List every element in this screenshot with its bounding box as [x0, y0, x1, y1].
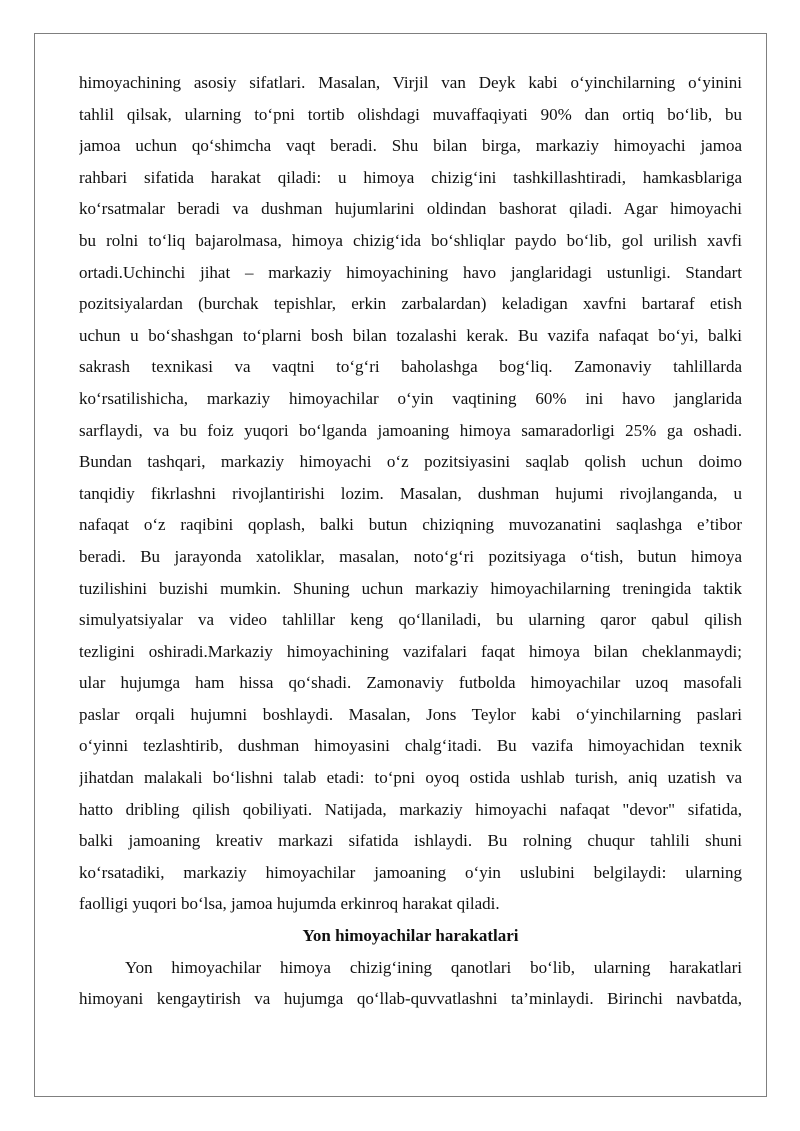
text-line: pozitsiyalardan (burchak tepishlar, erkin zarbalardan) keladigan xavfni bartaraf etish — [79, 294, 742, 314]
text-line: jamoa uchun qo‘shimcha vaqt beradi. Shu bilan birga, markaziy himoyachi jamoa — [79, 136, 742, 156]
section-heading: Yon himoyachilar harakatlari — [302, 926, 519, 946]
text-line: faolligi yuqori bo‘lsa, jamoa hujumda erkinroq harakat qiladi. — [79, 894, 500, 914]
document-body — [79, 67, 742, 1015]
text-line: Yon himoyachilar himoya chizig‘ining qanotlari bo‘lib, ularning harakatlari — [125, 957, 742, 977]
text-line: paslar orqali hujumni boshlaydi. Masalan, Jons Teylor kabi o‘yinchilarning paslari — [79, 704, 742, 724]
text-line: hatto dribling qilish qobiliyati. Natijada, markaziy himoyachi nafaqat "devor" sifatida, — [79, 799, 742, 819]
paragraph-2 — [79, 952, 742, 1015]
text-line: sarflaydi, va bu foiz yuqori bo‘lganda jamoaning himoya samaradorligi 25% ga oshadi. — [79, 420, 742, 440]
text-line: ko‘rsatmalar beradi va dushman hujumlarini oldindan bashorat qiladi. Agar himoyachi — [79, 199, 742, 219]
text-line: balki jamoaning kreativ markazi sifatida ishlaydi. Bu rolning chuqur tahlili shuni — [79, 831, 742, 851]
text-line: bu rolni to‘liq bajarolmasa, himoya chizig‘ida bo‘shliqlar paydo bo‘lib, gol urilish xavfi — [79, 230, 742, 250]
text-line: ko‘rsatadiki, markaziy himoyachilar jamoaning o‘yin uslubini belgilaydi: ularning — [79, 862, 742, 882]
text-line: ko‘rsatilishicha, markaziy himoyachilar o‘yin vaqtining 60% ini havo janglarida — [79, 388, 742, 408]
text-line: tahlil qilsak, ularning to‘pni tortib olishdagi muvaffaqiyati 90% dan ortiq bo‘lib, bu — [79, 104, 742, 124]
text-line: simulyatsiyalar va video tahlillar keng qo‘llaniladi, bu ularning qaror qabul qilish — [79, 610, 742, 630]
text-line: tanqidiy fikrlashni rivojlantirishi lozim. Masalan, dushman hujumi rivojlanganda, u — [79, 483, 742, 503]
text-line: o‘yinni tezlashtirib, dushman himoyasini chalg‘itadi. Bu vazifa himoyachidan texnik — [79, 736, 742, 756]
text-line: himoyachining asosiy sifatlari. Masalan, Virjil van Deyk kabi o‘yinchilarning o‘yinini — [79, 73, 742, 92]
text-line: uchun u bo‘shashgan to‘plarni bosh bilan tozalashi kerak. Bu vazifa nafaqat bo‘yi, balki — [79, 325, 742, 345]
text-line: ortadi.Uchinchi jihat – markaziy himoyachining havo janglaridagi ustunligi. Standart — [79, 262, 742, 282]
text-line: jihatdan malakali bo‘lishni talab etadi: to‘pni oyoq ostida ushlab turish, aniq uzatish va — [79, 768, 742, 788]
text-line: himoyani kengaytirish va hujumga qo‘llab-quvvatlashni ta’minlaydi. Birinchi navbatda, — [79, 989, 742, 1009]
text-line: ular hujumga ham hissa qo‘shadi. Zamonaviy futbolda himoyachilar uzoq masofali — [79, 673, 742, 693]
text-line: beradi. Bu jarayonda xatoliklar, masalan, noto‘g‘ri pozitsiyaga o‘tish, butun himoya — [79, 546, 742, 566]
text-line: nafaqat o‘z raqibini qoplash, balki butun chiziqning muvozanatini saqlashga e’tibor — [79, 515, 742, 535]
paragraph-1 — [79, 67, 742, 920]
text-line: sakrash texnikasi va vaqtni to‘g‘ri baholashga bog‘liq. Zamonaviy tahlillarda — [79, 357, 742, 377]
text-line: tezligini oshiradi.Markaziy himoyachining vazifalari faqat himoya bilan cheklanmaydi; — [79, 641, 742, 661]
text-line: tuzilishini buzishi mumkin. Shuning uchun markaziy himoyachilarning treningida taktik — [79, 578, 742, 598]
text-line: rahbari sifatida harakat qiladi: u himoya chizig‘ini tashkillashtiradi, hamkasblariga — [79, 167, 742, 187]
text-line: Bundan tashqari, markaziy himoyachi o‘z pozitsiyasini saqlab qolish uchun doimo — [79, 452, 742, 472]
